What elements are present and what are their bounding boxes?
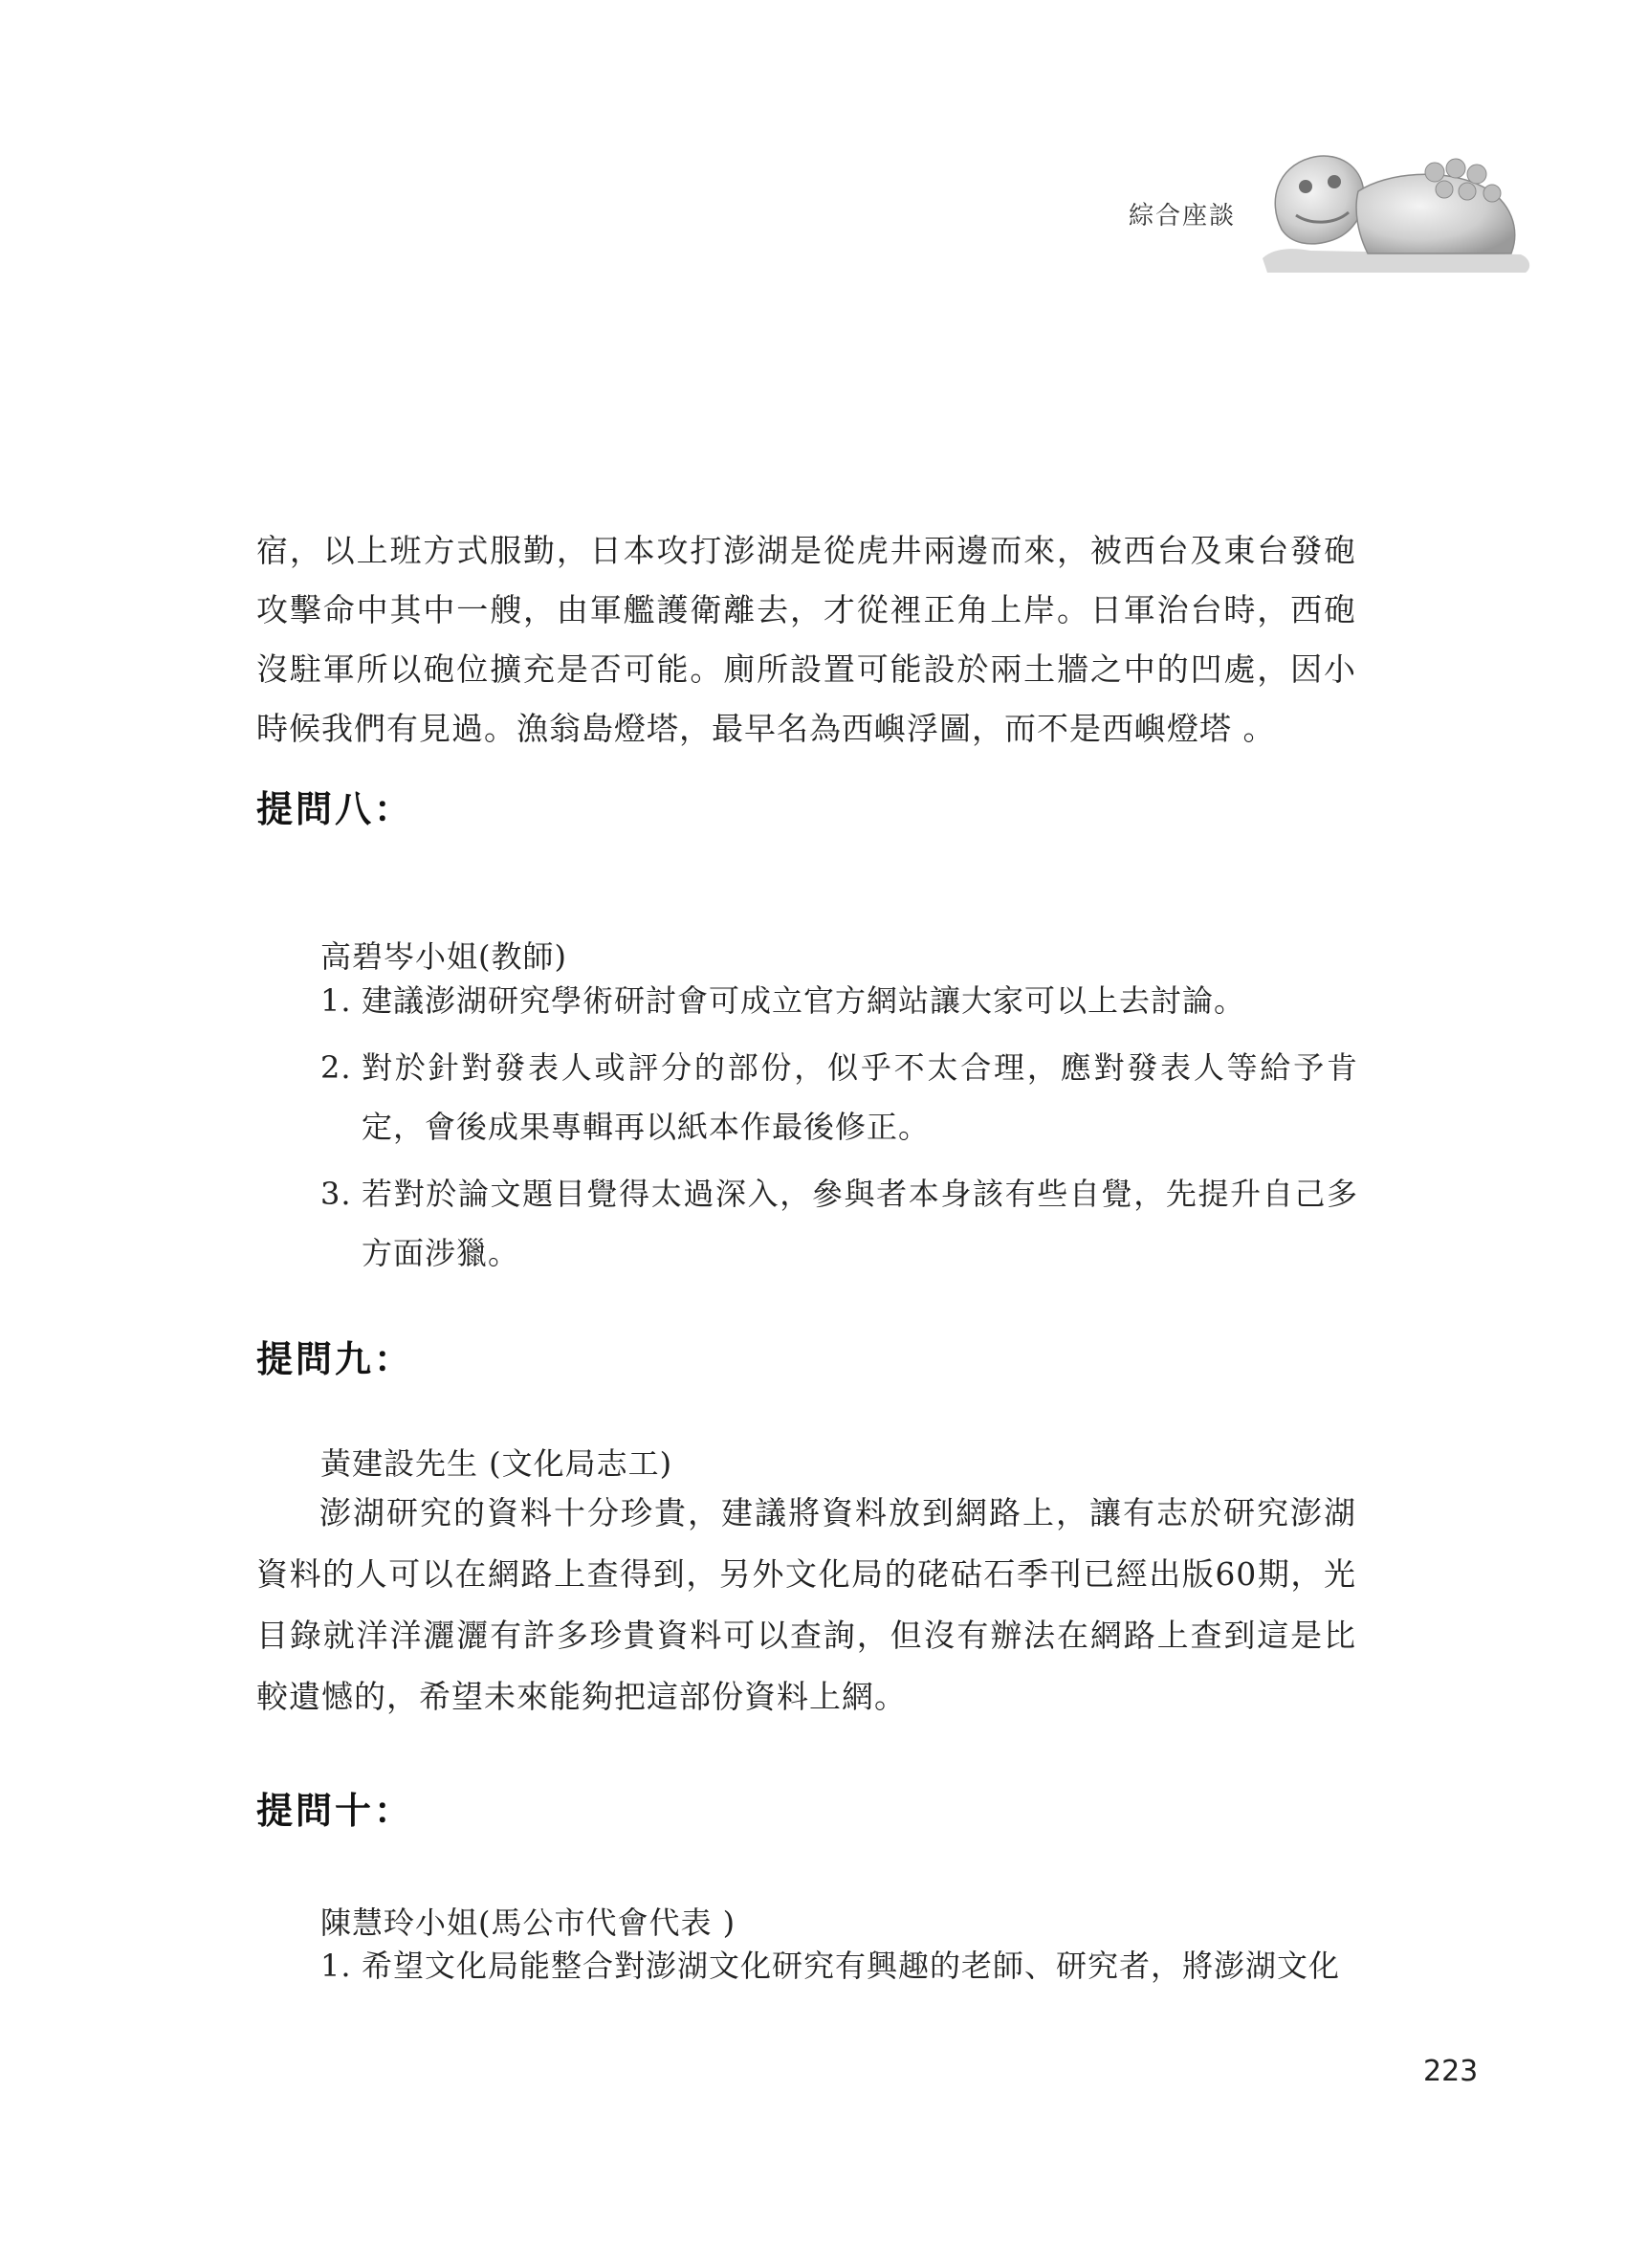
item-text: 建議澎湖研究學術研討會可成立官方網站讓大家可以上去討論。 bbox=[362, 982, 1246, 1019]
item-number: 1. bbox=[320, 982, 352, 1019]
item-text: 若對於論文題目覺得太過深入，參與者本身該有些自覺，先提升自己多方面涉獵。 bbox=[362, 1176, 1358, 1271]
item-text: 希望文化局能整合對澎湖文化研究有興趣的老師、研究者，將澎湖文化 bbox=[362, 1948, 1341, 1984]
q8-heading: 提問八： bbox=[256, 788, 414, 830]
list-item bbox=[320, 1936, 1358, 1995]
stone-lion-illustration bbox=[1253, 134, 1540, 277]
q10-heading: 提問十： bbox=[256, 1790, 414, 1832]
q9-heading: 提問九： bbox=[256, 1338, 414, 1380]
item-text: 對於針對發表人或評分的部份，似乎不太合理，應對發表人等給予肯定，會後成果專輯再以紙本作最後修正。 bbox=[362, 1049, 1358, 1145]
item-number: 2. bbox=[320, 1049, 352, 1086]
page-number: 223 bbox=[1423, 2055, 1479, 2088]
list-item bbox=[320, 971, 1358, 1030]
q9-paragraph: 澎湖研究的資料十分珍貴，建議將資料放到網路上，讓有志於研究澎湖資料的人可以在網路上查得到，另外文化局的硓𥑮石季刊已經出版60期，光目錄就洋洋灑灑有許多珍貴資料可以查詢，但沒有辦法在網路上查到這是比較遺憾的，希望未來能夠把這部份資料上網。 bbox=[256, 1494, 1356, 1715]
continuation-paragraph bbox=[256, 521, 1356, 759]
section-title: 綜合座談 bbox=[1129, 202, 1237, 231]
list-item bbox=[320, 1038, 1358, 1156]
list-item bbox=[320, 1164, 1358, 1283]
q8-list bbox=[320, 971, 1358, 1290]
q8-speaker: 高碧岑小姐(教師) bbox=[320, 938, 567, 975]
q10-list bbox=[320, 1936, 1358, 2003]
item-number: 3. bbox=[320, 1176, 352, 1212]
item-number: 1. bbox=[320, 1948, 352, 1984]
q10-speaker: 陳慧玲小姐(馬公市代會代表 ) bbox=[320, 1905, 736, 1941]
continuation-text: 宿，以上班方式服勤，日本攻打澎湖是從虎井兩邊而來，被西台及東台發砲攻擊命中其中一艘，由軍艦護衛離去，才從裡正角上岸。日軍治台時，西砲沒駐軍所以砲位擴充是否可能。廁所設置可能設於兩土牆之中的凹處，因小時候我們有見過。漁翁島燈塔，最早名為西嶼浮圖，而不是西嶼燈塔 。 bbox=[256, 532, 1356, 747]
q9-speaker: 黃建設先生 (文化局志工) bbox=[320, 1445, 673, 1482]
